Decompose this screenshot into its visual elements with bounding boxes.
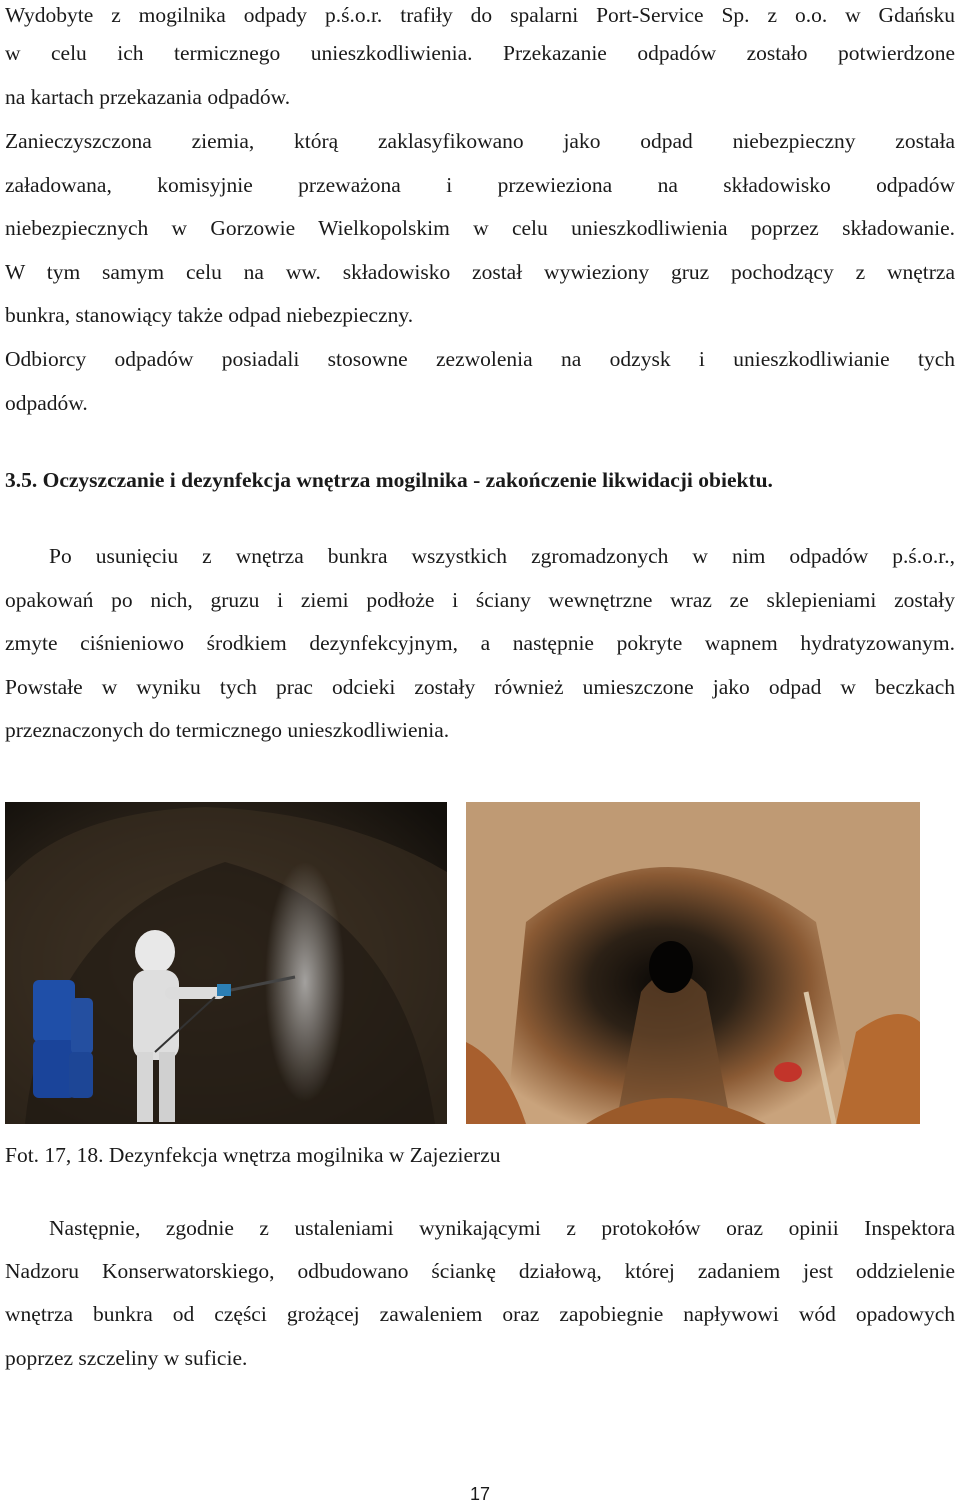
text-line: Następnie, zgodnie z ustaleniami wynikającymi z protokołów oraz opinii Inspektora	[49, 1216, 955, 1240]
text-line: Powstałe w wyniku tych prac odcieki zostały również umieszczone jako odpad w beczkach	[5, 675, 955, 699]
text-line: w celu ich termicznego unieszkodliwienia. Przekazanie odpadów zostało potwierdzone	[5, 41, 955, 65]
text-line: Wydobyte z mogilnika odpady p.ś.o.r. trafiły do spalarni Port-Service Sp. z o.o. w Gdańsku	[5, 3, 955, 27]
section-heading: 3.5. Oczyszczanie i dezynfekcja wnętrza mogilnika - zakończenie likwidacji obiektu.	[5, 468, 773, 492]
text-line: bunkra, stanowiący także odpad niebezpieczny.	[5, 303, 414, 327]
text-line: wnętrza bunkra od części grożącej zawaleniem oraz zapobiegnie napływowi wód opadowych	[5, 1302, 955, 1326]
text-line: przeznaczonych do termicznego unieszkodliwienia.	[5, 718, 450, 742]
text-line: W tym samym celu na ww. składowisko został wywieziony gruz pochodzący z wnętrza	[5, 260, 955, 284]
text-line: zmyte ciśnieniowo środkiem dezynfekcyjnym, a następnie pokryte wapnem hydratyzowanym.	[5, 631, 955, 655]
page-number: 17	[469, 1484, 491, 1504]
text-line: niebezpiecznych w Gorzowie Wielkopolskim w celu unieszkodliwienia poprzez składowanie.	[5, 216, 955, 240]
photo-caption: Fot. 17, 18. Dezynfekcja wnętrza mogilnika w Zajezierzu	[5, 1143, 501, 1167]
text-line: odpadów.	[5, 391, 88, 415]
text-line: Nadzoru Konserwatorskiego, odbudowano ściankę działową, której zadaniem jest oddzielenie	[5, 1259, 955, 1283]
text-line: opakowań po nich, gruzu i ziemi podłoże i ściany wewnętrzne wraz ze sklepieniami zostały	[5, 588, 955, 612]
text-line: poprzez szczeliny w suficie.	[5, 1346, 248, 1370]
photo-cleaned-tunnel	[466, 802, 920, 1124]
text-line: załadowana, komisyjnie przeważona i przewieziona na składowisko odpadów	[5, 173, 955, 197]
text-line: na kartach przekazania odpadów.	[5, 85, 291, 109]
text-line: Zanieczyszczona ziemia, którą zaklasyfikowano jako odpad niebezpieczny została	[5, 129, 955, 153]
photo-disinfection-worker	[5, 802, 447, 1124]
text-line: Odbiorcy odpadów posiadali stosowne zezwolenia na odzysk i unieszkodliwianie tych	[5, 347, 955, 371]
text-line: Po usunięciu z wnętrza bunkra wszystkich zgromadzonych w nim odpadów p.ś.o.r.,	[49, 544, 955, 568]
